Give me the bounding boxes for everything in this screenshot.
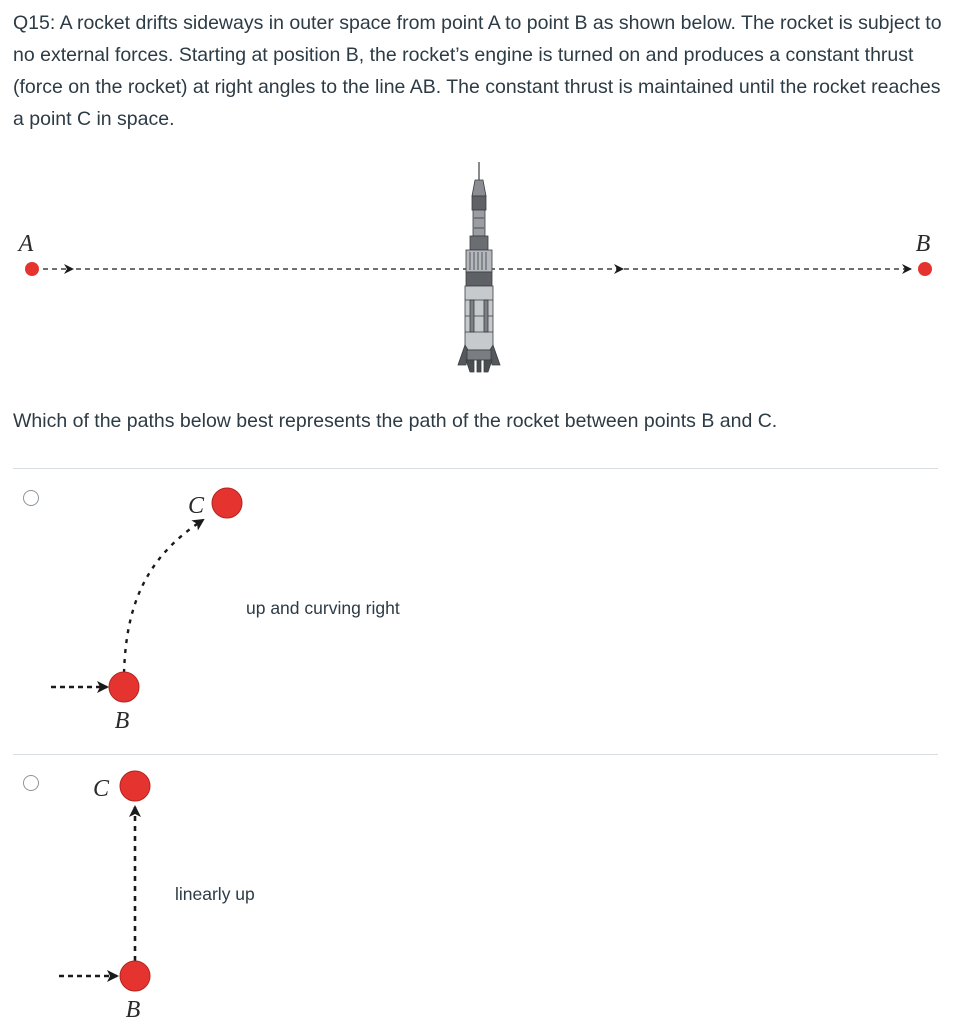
answer-1-label: up and curving right	[246, 598, 400, 618]
answer-1-diagram	[13, 469, 273, 754]
answer-2-start-label: B	[125, 997, 141, 1023]
answer-option-2[interactable]	[13, 755, 938, 1024]
question-text: Q15: A rocket drifts sideways in outer space from point A to point B as shown below. The rocket is subject to no external forces. Starting at position B, the rocket’s engine is turned on and produces a constant thrust (force on the rocket) at right angles to the line AB. The constant thrust is maintained until the rocket reaches a point C in space.	[13, 12, 942, 130]
answer-2-point-c	[120, 771, 150, 801]
answer-2-point-b	[120, 961, 150, 991]
answer-1-point-b	[109, 672, 139, 702]
point-b-label: B	[915, 231, 931, 257]
answer-2-label: linearly up	[175, 884, 255, 904]
answer-option-1[interactable]	[13, 469, 938, 754]
answer-1-start-label: B	[114, 708, 130, 734]
point-a-dot	[25, 262, 39, 276]
answer-2-end-label: C	[92, 776, 110, 802]
point-b-dot	[918, 262, 932, 276]
answer-1-curved-path	[124, 520, 203, 673]
point-a-label: A	[18, 231, 34, 257]
answer-1-point-c	[212, 488, 242, 518]
rocket-drift-figure	[0, 150, 959, 390]
prompt-text: Which of the paths below best represents the path of the rocket between points B and C.	[13, 410, 778, 432]
answer-1-end-label: C	[187, 493, 205, 519]
rocket-icon	[458, 162, 500, 372]
